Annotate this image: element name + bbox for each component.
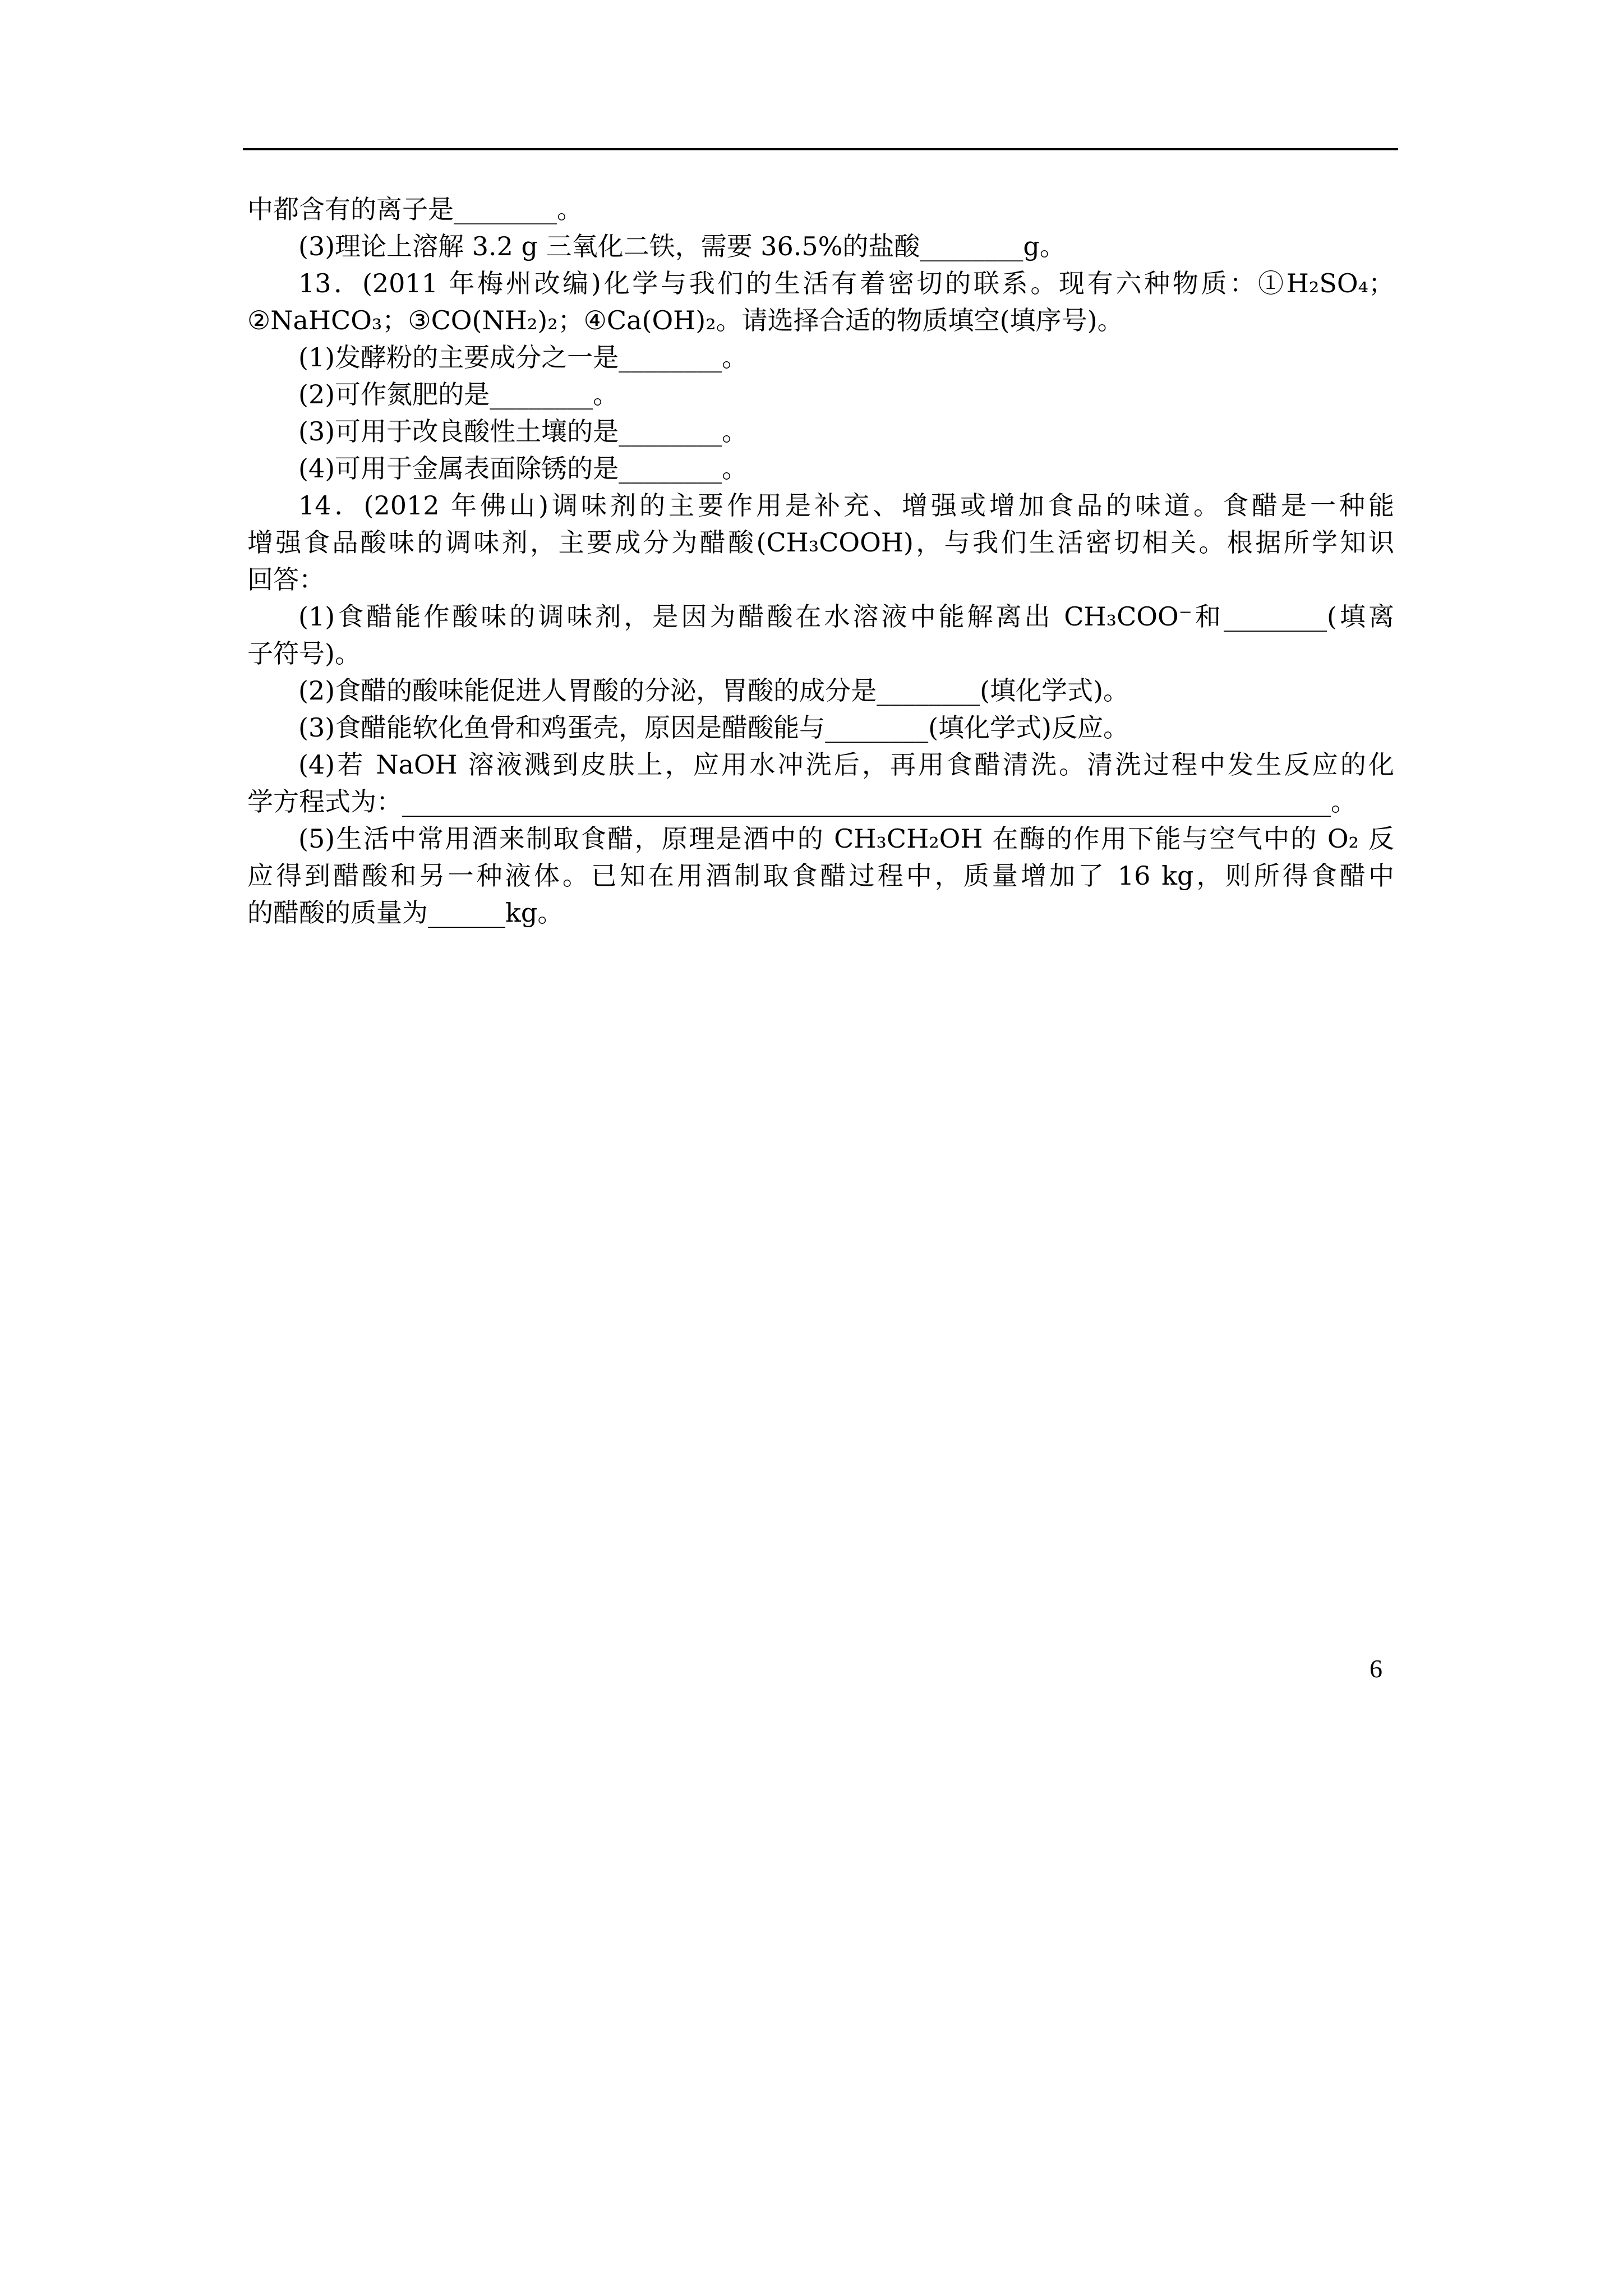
- text-line: ②NaHCO₃；③CO(NH₂)₂；④Ca(OH)₂。请选择合适的物质填空(填序号)。: [247, 305, 1123, 335]
- text-line: 回答：: [247, 564, 325, 595]
- text-line: (4)可用于金属表面除锈的是________。: [298, 453, 748, 484]
- question-14-line: 14．(2012 年佛山)调味剂的主要作用是补充、增强或增加食品的味道。食醋是一种能: [298, 490, 1394, 521]
- text-line: (3)可用于改良酸性土壤的是________。: [298, 416, 748, 447]
- page-number: 6: [1370, 1654, 1382, 1683]
- text-line: (3)食醋能软化鱼骨和鸡蛋壳，原因是醋酸能与________(填化学式)反应。: [298, 712, 1129, 743]
- text-line: (5)生活中常用酒来制取食醋，原理是酒中的 CH₃CH₂OH 在酶的作用下能与空气中的 O₂ 反: [298, 823, 1394, 854]
- text-line: 应得到醋酸和另一种液体。已知在用酒制取食醋过程中，质量增加了 16 kg，则所得食醋中: [247, 861, 1394, 891]
- text-line: 中都含有的离子是________。: [247, 194, 583, 224]
- text-line: (3)理论上溶解 3.2 g 三氧化二铁，需要 36.5%的盐酸________g。: [298, 231, 1066, 261]
- text-line: (2)食醋的酸味能促进人胃酸的分泌，胃酸的成分是________(填化学式)。: [298, 675, 1129, 706]
- text-line: 子符号)。: [247, 638, 361, 669]
- text-line: (1)食醋能作酸味的调味剂，是因为醋酸在水溶液中能解离出 CH₃COO⁻和________(填离: [298, 601, 1394, 632]
- text-line: (1)发酵粉的主要成分之一是________。: [298, 342, 748, 372]
- question-13-line: 13．(2011 年梅州改编)化学与我们的生活有着密切的联系。现有六种物质：①H₂SO₄；: [298, 268, 1394, 298]
- text-line: 的醋酸的质量为______kg。: [247, 898, 564, 928]
- text-line: 增强食品酸味的调味剂，主要成分为醋酸(CH₃COOH)，与我们生活密切相关。根据所学知识: [247, 527, 1394, 558]
- header-rule: [243, 148, 1398, 150]
- document-body: [247, 191, 1394, 931]
- text-line: (4)若 NaOH 溶液溅到皮肤上，应用水冲洗后，再用食醋清洗。清洗过程中发生反应的化: [298, 749, 1394, 780]
- text-line: 学方程式为：________________________________________________________________________。: [247, 786, 1357, 817]
- text-line: (2)可作氮肥的是________。: [298, 379, 619, 409]
